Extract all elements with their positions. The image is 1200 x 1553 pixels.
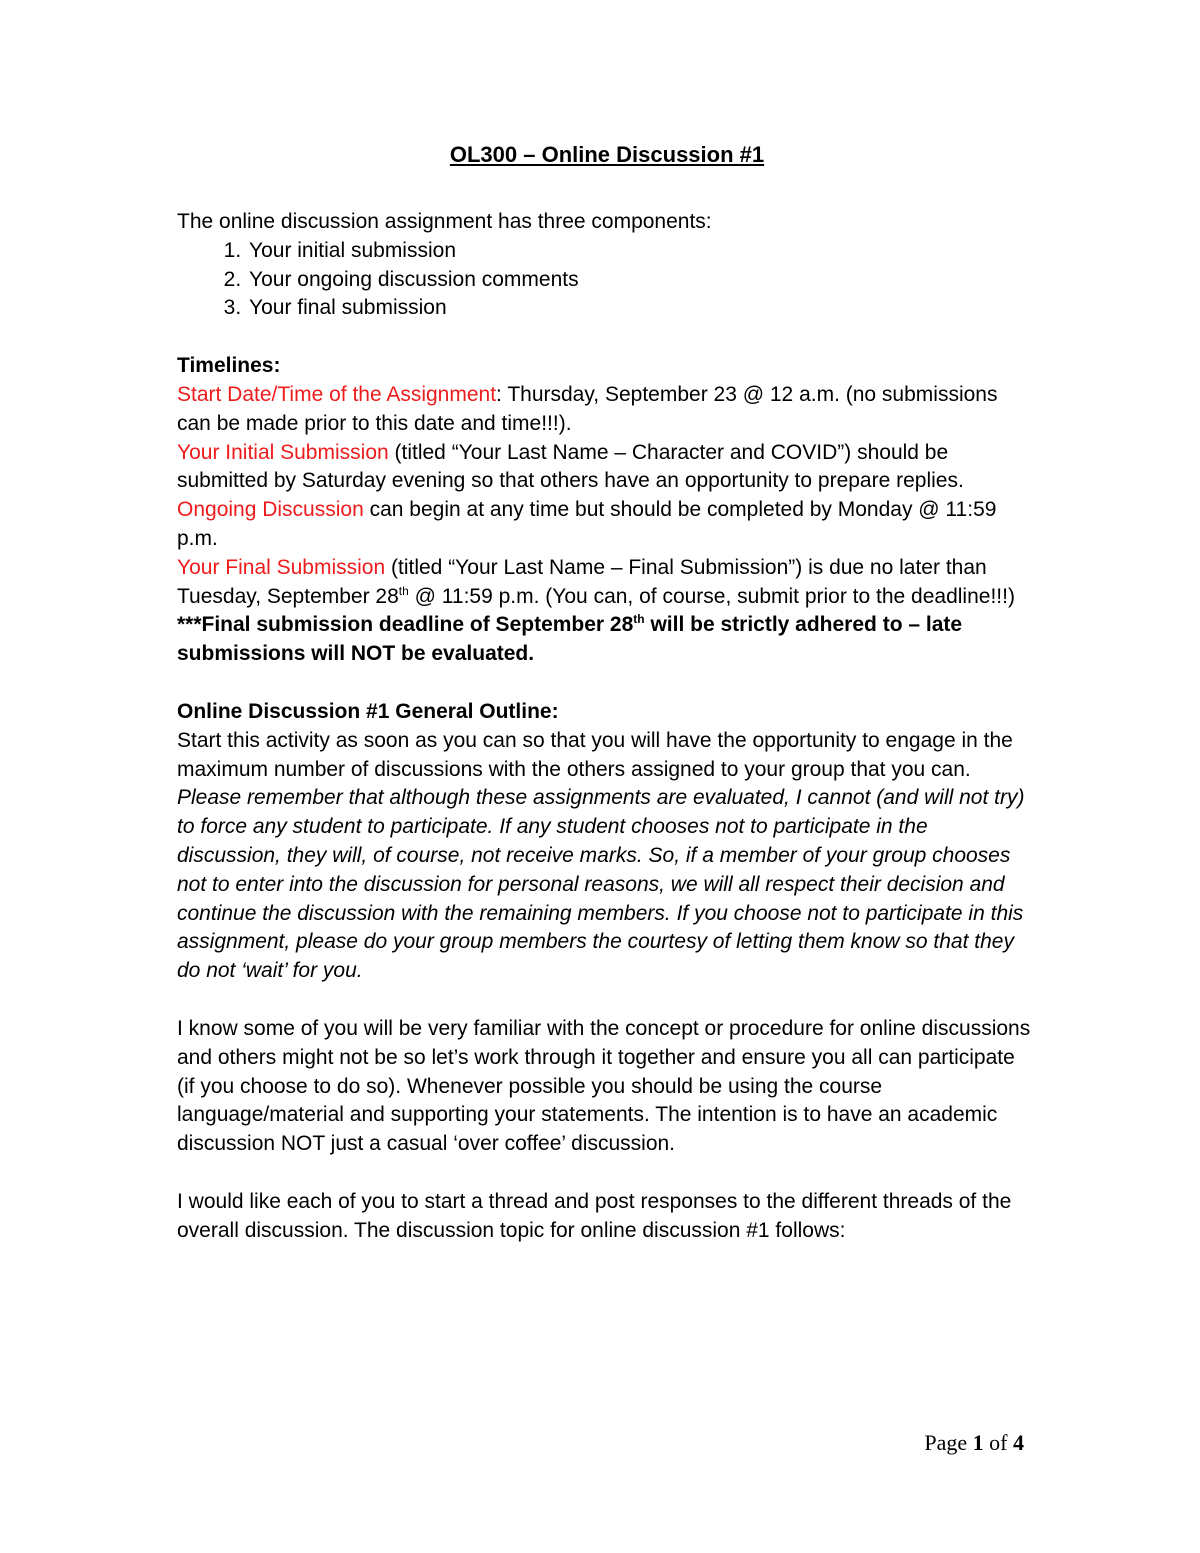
outline-heading: Online Discussion #1 General Outline: [177, 699, 559, 723]
list-item: 1. Your initial submission [247, 237, 1037, 266]
initial-submission-label: Your Initial Submission [177, 440, 389, 464]
outline-section [177, 698, 1037, 986]
timelines-heading: Timelines: [177, 354, 281, 378]
document-content [177, 140, 1037, 1246]
intro-section [177, 208, 1037, 323]
initial-submission-text: (titled “Your Last Name – Character and COVID”) should be submitted by Saturday evening so that others have an opportunity to prepare replies. [177, 440, 964, 493]
deadline-warning-text-1: ***Final submission deadline of September 28 [177, 613, 634, 637]
initial-submission-line [177, 439, 1037, 497]
outline-italic-text: Please remember that although these assignments are evaluated, I cannot (and will not try) to force any student to participate. If any student chooses not to participate in the discussion, they will, of course, not receive marks. So, if a member of your group chooses not to enter into the discussion for personal reasons, we will all respect their decision and continue the discussion with the remaining members. If you choose not to participate in this assignment, please do your group members the courtesy of letting them know so that they do not ‘wait’ for you. [177, 786, 1025, 983]
deadline-warning-text-2: will be strictly adhered to – late submissions will NOT be evaluated. [177, 613, 963, 666]
outline-paragraph [177, 727, 1037, 986]
start-date-line [177, 381, 1037, 439]
total-page-number: 4 [1013, 1430, 1024, 1455]
start-date-label: Start Date/Time of the Assignment [177, 382, 497, 406]
start-date-text: : Thursday, September 23 @ 12 a.m. (no submissions can be made prior to this date and time!!!). [177, 382, 998, 435]
ongoing-discussion-line [177, 496, 1037, 554]
list-item: 2. Your ongoing discussion comments [247, 266, 1037, 295]
current-page-number: 1 [972, 1430, 984, 1455]
list-item: 3. Your final submission [247, 294, 1037, 323]
final-submission-text-2: @ 11:59 p.m. (You can, of course, submit prior to the deadline!!!) [408, 584, 1015, 608]
ongoing-discussion-label: Ongoing Discussion [177, 498, 364, 522]
final-submission-line [177, 554, 1037, 612]
outline-text: Start this activity as soon as you can so that you will have the opportunity to engage in the maximum number of discussions with the others assigned to your group that you can. [177, 728, 1013, 781]
page-word: Page [924, 1430, 973, 1455]
familiarity-paragraph: I know some of you will be very familiar with the concept or procedure for online discussions and others might not be so let’s work through it together and ensure you all can participate (if you choose to do so). Whenever possible you should be using the course language/material and supporting your statements. The intention is to have an academic discussion NOT just a casual ‘over coffee’ discussion. [177, 1016, 1031, 1156]
document-title: OL300 – Online Discussion #1 [449, 142, 765, 167]
page-number-footer [924, 1428, 1024, 1458]
final-submission-text-1: (titled “Your Last Name – Final Submission”) is due no later than Tuesday, September 28 [177, 555, 987, 608]
final-submission-superscript: th [398, 583, 409, 598]
deadline-warning [177, 611, 1037, 669]
ongoing-discussion-text: can begin at any time but should be completed by Monday @ 11:59 p.m. [177, 498, 997, 550]
final-submission-label: Your Final Submission [177, 555, 386, 579]
of-word: of [983, 1430, 1013, 1455]
thread-paragraph: I would like each of you to start a thread and post responses to the different threads of the overall discussion. The discussion topic for online discussion #1 follows: [177, 1189, 1012, 1242]
intro-text: The online discussion assignment has three components: [177, 210, 712, 233]
components-list [177, 237, 1037, 323]
deadline-warning-superscript: th [633, 612, 645, 627]
timelines-section [177, 352, 1037, 669]
